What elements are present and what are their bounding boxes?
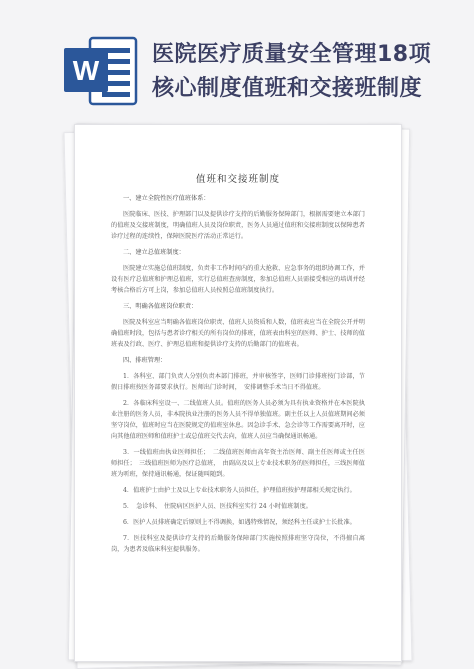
page-title [152, 38, 452, 106]
paragraph: 6．医护人员排班确定后原则上不得调换，如遇特殊情况，须经科主任或护士长批准。 [123, 519, 356, 526]
section-heading: 三、明确各值班岗位职责： [123, 303, 198, 310]
paragraph: 3．一线值班由执业医师担任； 二线值班医师由高年资主治医师、副主任医师或主任医师担任； 三线值班医师为医疗总值班， 由副高及以上专业技术职务的医师担任，三线医师值班为听班，保持通讯畅通，保证随叫随到。 [111, 449, 365, 478]
word-document-icon [62, 34, 138, 108]
paragraph: 医院临床、医技、护理部门以及提供诊疗支持的后勤服务保障部门，根据需要建立本部门的值班及交接班制度，明确值班人员及岗位职责，医务人员通过值班和交接班制度以保障患者诊疗过程的连续性，保障医院医疗活动正常运行。 [111, 211, 365, 240]
paragraph: 7．医技科室及提供诊疗支持的后勤服务保障部门实施按照排班坚守岗位，不得擅自离岗，为患者及临床科室提供服务。 [111, 535, 365, 553]
paragraph: 4．值班护士由护士及以上专业技术职务人员担任，护理值班按护理部相关规定执行。 [123, 487, 356, 494]
page-header [0, 0, 474, 120]
section-heading: 一、建立全院性医疗值班体系： [123, 195, 210, 202]
paragraph: 医院建立实施总值班制度，负责非工作时间内的重大抢救、应急事务的组织协调工作，并设有医疗总值班和护理总值班，实行总值班查房制度，参加总值班人员需接受相应的培训并经考核合格后方可上岗，参加总值班人员按照总值班制度执行。 [111, 265, 365, 294]
document-page [74, 124, 402, 662]
document-title: 值班和交接班制度 [195, 174, 280, 185]
paragraph: 5． 急诊科、 住院病区医护人员、医技科室实行 24 小时值班制度。 [123, 503, 312, 510]
logo-letter: W [72, 55, 100, 86]
section-heading: 二、建立总值班制度： [123, 249, 185, 256]
document-body [75, 185, 401, 555]
section-heading: 四、排班管理： [123, 357, 167, 364]
paragraph: 1．各科室、部门负责人分别负责本部门排班，并审核签字，医师门诊排班按门诊部，节假日排班按医务部要求执行。医师出门诊时间， 安排调整手术当日不得值班。 [111, 373, 365, 391]
paragraph: 2．各临床科室设一、二线值班人员。值班的医务人员必须为具有执业资格并在本医院执业注册的医务人员，非本院执业注册的医务人员不得单独值班。副主任以上人员值班期间必须坚守岗位，值班时应当在医院规定的值班室休息。因急诊手术、急会诊等工作需要离开时，应向其他值班医师和值班护士或总值班交代去向，值班人员应当确保通讯畅通。 [111, 400, 365, 440]
title-line-1: 医院医疗质量安全管理18项 [152, 42, 432, 67]
paragraph: 医院及科室应当明确各值班岗位职责、值班人员资质和人数，值班表应当在全院公开并明确值班时段，包括与患者诊疗相关的所有岗位的排班，值班表由科室的医师、护士、技师的值班表及行政、医疗、护理总值班和提供诊疗支持的后勤部门的值班表。 [111, 319, 365, 348]
title-line-2: 核心制度值班和交接班制度 [152, 76, 423, 101]
